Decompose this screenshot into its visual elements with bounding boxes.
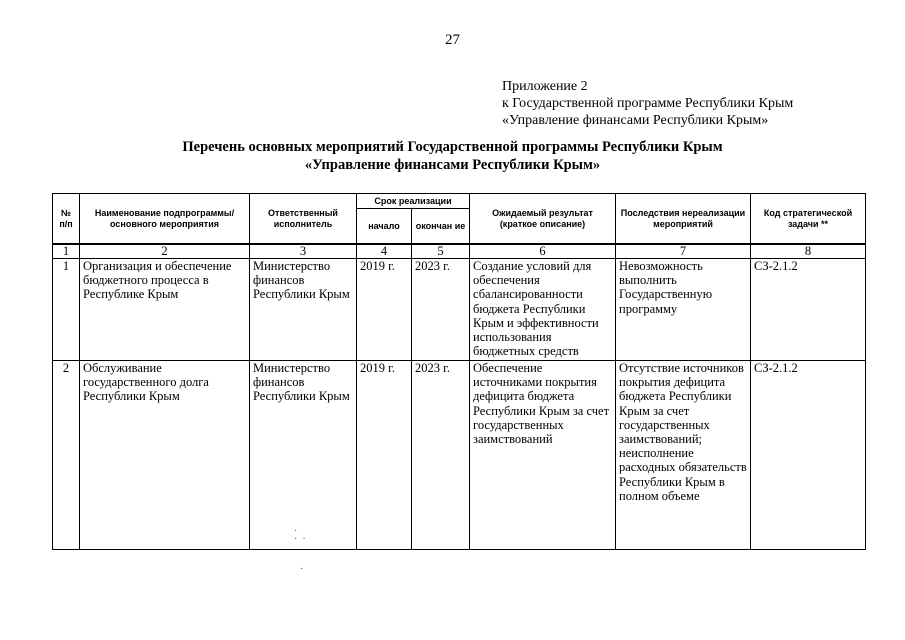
row-name: Обслуживание государственного долга Республики Крым: [80, 361, 250, 550]
column-number: 8: [751, 244, 866, 259]
header-name: Наименование подпрограммы/ основного мероприятия: [80, 194, 250, 245]
title-line-2: «Управление финансами Республики Крым»: [304, 157, 601, 173]
column-number: 4: [357, 244, 412, 259]
table-row: [53, 361, 866, 550]
column-number: 6: [470, 244, 616, 259]
header-consequences: Последствия нереализации мероприятий: [616, 194, 751, 245]
document-title: [0, 138, 905, 174]
column-number: 2: [80, 244, 250, 259]
appendix-note: [502, 78, 793, 129]
row-num: 1: [53, 259, 80, 361]
appendix-line-2: к Государственной программе Республики Крым: [502, 96, 794, 111]
column-number: 5: [412, 244, 470, 259]
page-number: 27: [445, 32, 460, 48]
row-code: СЗ-2.1.2: [751, 361, 866, 550]
column-numbers-row: [53, 244, 866, 259]
header-period: Срок реализации: [357, 194, 470, 209]
column-number: 7: [616, 244, 751, 259]
row-end: 2023 г.: [412, 259, 470, 361]
measures-table: [52, 193, 866, 550]
header-result: Ожидаемый результат (краткое описание): [470, 194, 616, 245]
appendix-line-1: Приложение 2: [502, 79, 588, 94]
row-end: 2023 г.: [412, 361, 470, 550]
appendix-line-3: «Управление финансами Республики Крым»: [502, 113, 769, 128]
column-number: 1: [53, 244, 80, 259]
row-result: Создание условий для обеспечения сбалансированности бюджета Республики Крым и эффективности использования бюджетных средств: [470, 259, 616, 361]
row-responsible: Министерство финансов Республики Крым: [250, 259, 357, 361]
row-name: Организация и обеспечение бюджетного процесса в Республике Крым: [80, 259, 250, 361]
header-row-1: [53, 194, 866, 209]
header-end: окончан ие: [412, 209, 470, 245]
header-start: начало: [357, 209, 412, 245]
row-consequences: Отсутствие источников покрытия дефицита бюджета Республики Крым за счет государственных заимствований; неисполнение расходных обязательств Республики Крым в полном объеме: [616, 361, 751, 550]
scan-speckle: ·: [300, 564, 304, 575]
column-number: 3: [250, 244, 357, 259]
row-code: СЗ-2.1.2: [751, 259, 866, 361]
title-line-1: Перечень основных мероприятий Государственной программы Республики Крым: [182, 139, 723, 155]
row-num: 2: [53, 361, 80, 550]
header-code: Код стратегической задачи **: [751, 194, 866, 245]
row-result: Обеспечение источниками покрытия дефицита бюджета Республики Крым за счет государственных заимствований: [470, 361, 616, 550]
row-start: 2019 г.: [357, 259, 412, 361]
table-row: [53, 259, 866, 361]
scan-speckle: · · ·: [294, 526, 306, 545]
row-start: 2019 г.: [357, 361, 412, 550]
row-responsible: Министерство финансов Республики Крым: [250, 361, 357, 550]
header-responsible: Ответственный исполнитель: [250, 194, 357, 245]
row-consequences: Невозможность выполнить Государственную программу: [616, 259, 751, 361]
header-num: № п/п: [53, 194, 80, 245]
